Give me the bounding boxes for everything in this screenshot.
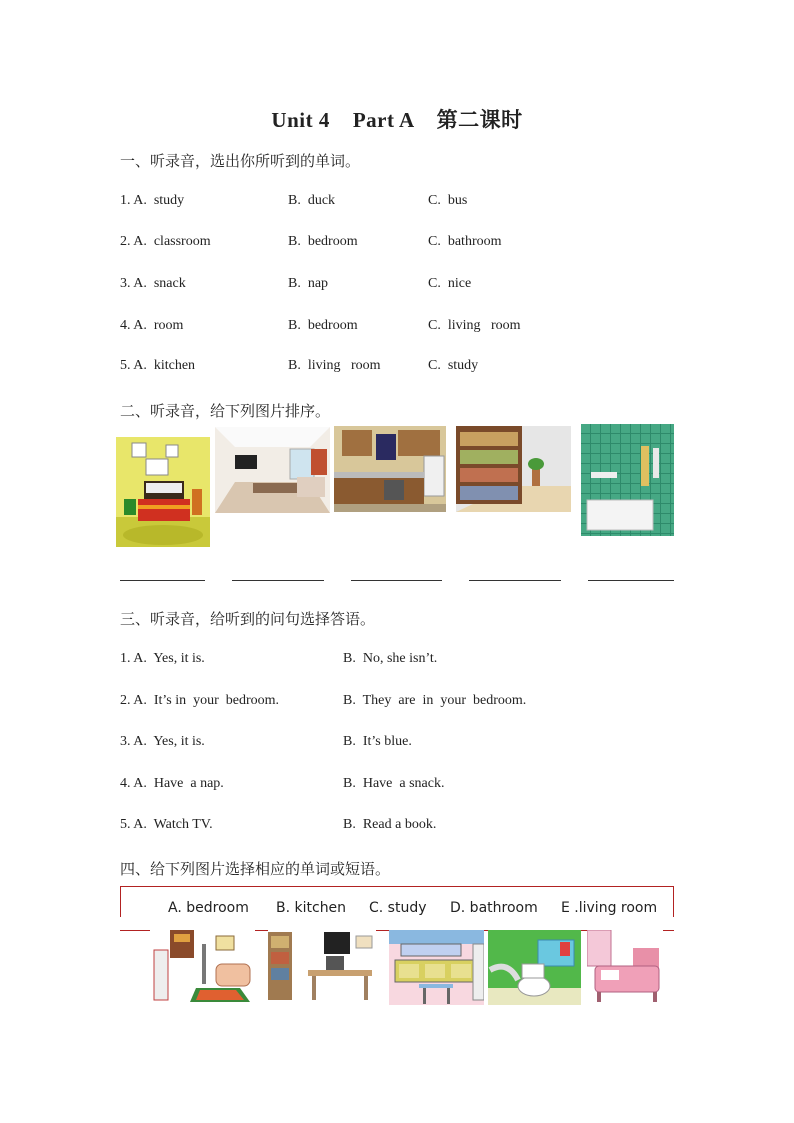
option-c: C. living room [428, 318, 521, 333]
word-bedroom: A. bedroom [168, 900, 249, 916]
option-c: C. bathroom [428, 234, 502, 249]
living-room-picture [150, 930, 255, 1005]
option-a: 3. A. Yes, it is. [120, 734, 205, 749]
word-study: C. study [369, 900, 427, 916]
list-item [0, 234, 794, 254]
bedroom-picture [587, 930, 663, 1005]
option-b: B. No, she isn’t. [343, 651, 438, 666]
option-b: B. Have a snack. [343, 776, 445, 791]
option-a: 5. A. Watch TV. [120, 817, 213, 832]
page-title: Unit 4 Part A 第二课时 [271, 108, 523, 132]
option-a: 2. A. classroom [120, 234, 211, 249]
word-bathroom: D. bathroom [450, 900, 538, 916]
option-a: 1. A. Yes, it is. [120, 651, 205, 666]
option-a: 3. A. snack [120, 276, 186, 291]
list-item [0, 276, 794, 296]
bathroom-picture [581, 424, 674, 536]
living-room-picture [215, 427, 330, 513]
list-item [0, 817, 794, 837]
option-c: C. bus [428, 193, 468, 208]
section-4-heading: 四、给下列图片选择相应的单词或短语。 [120, 860, 391, 878]
list-item [0, 358, 794, 378]
option-b: B. bedroom [288, 318, 358, 333]
study-picture [268, 930, 376, 1005]
answer-blank[interactable] [232, 580, 324, 581]
list-item [0, 193, 794, 213]
option-b: B. nap [288, 276, 329, 291]
word-bank [120, 886, 674, 931]
list-item [0, 651, 794, 671]
section-1-heading: 一、听录音，选出你所听到的单词。 [120, 152, 361, 170]
option-b: B. They are in your bedroom. [343, 693, 527, 708]
answer-blank[interactable] [120, 580, 205, 581]
answer-blank[interactable] [469, 580, 561, 581]
word-kitchen: B. kitchen [276, 900, 347, 916]
bathroom-picture [488, 930, 581, 1005]
list-item [0, 318, 794, 338]
option-c: C. nice [428, 276, 472, 291]
list-item [0, 776, 794, 796]
answer-blank[interactable] [351, 580, 442, 581]
list-item [0, 693, 794, 713]
option-a: 4. A. Have a nap. [120, 776, 224, 791]
bedroom-picture [116, 437, 210, 547]
option-a: 5. A. kitchen [120, 358, 196, 373]
section-2-heading: 二、听录音，给下列图片排序。 [120, 402, 331, 420]
list-item [0, 734, 794, 754]
kitchen-picture [389, 930, 484, 1005]
kitchen-picture [334, 426, 446, 512]
option-a: 2. A. It’s in your bedroom. [120, 693, 280, 708]
word-living-room: E .living room [561, 900, 658, 916]
option-a: 4. A. room [120, 318, 184, 333]
option-c: C. study [428, 358, 479, 373]
option-a: 1. A. study [120, 193, 185, 208]
option-b: B. duck [288, 193, 336, 208]
option-b: B. It’s blue. [343, 734, 412, 749]
section-3-heading: 三、听录音，给听到的问句选择答语。 [120, 610, 376, 628]
option-b: B. bedroom [288, 234, 358, 249]
study-picture [456, 426, 571, 512]
option-b: B. Read a book. [343, 817, 437, 832]
answer-blank[interactable] [588, 580, 674, 581]
option-b: B. living room [288, 358, 381, 373]
